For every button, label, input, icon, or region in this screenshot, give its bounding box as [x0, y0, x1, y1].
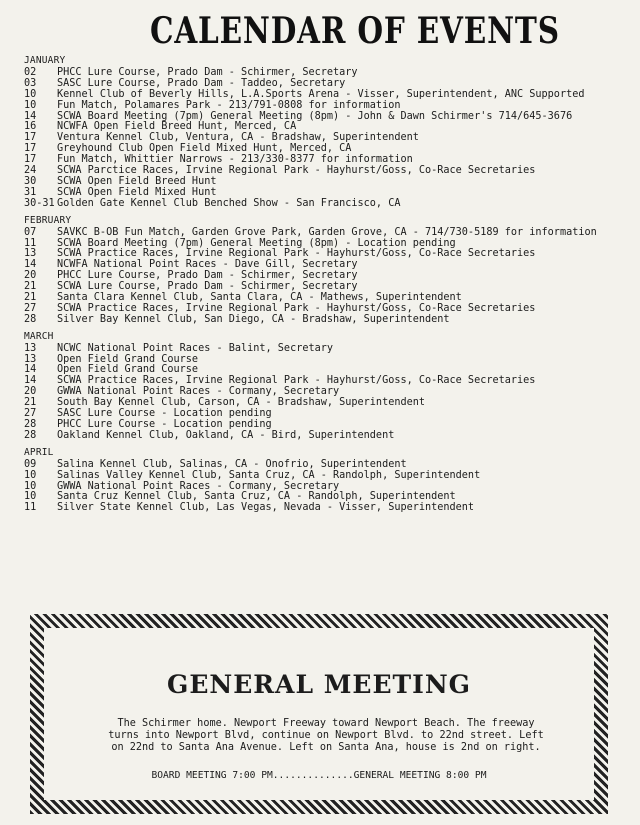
event-text: Salina Kennel Club, Salinas, CA - Onofrio, Superintendent: [57, 458, 407, 470]
event-date: 14: [24, 364, 37, 376]
month-heading: APRIL: [24, 446, 54, 458]
event-text: PHCC Lure Course, Prado Dam - Schirmer, Secretary: [57, 270, 358, 282]
event-text: Silver State Kennel Club, Las Vegas, Nevada - Visser, Superintendent: [57, 502, 475, 514]
event-text: Ventura Kennel Club, Ventura, CA - Bradshaw, Superintendent: [57, 132, 419, 144]
event-date: 11: [24, 502, 37, 514]
event-date: 10: [24, 491, 37, 503]
event-date: 17: [24, 132, 37, 144]
event-date: 14: [24, 375, 37, 387]
general-meeting-title: GENERAL MEETING: [166, 670, 472, 699]
event-text: SCWA Open Field Breed Hunt: [57, 175, 217, 187]
event-row: [24, 228, 624, 239]
event-date: 21: [24, 281, 37, 293]
event-text: Oakland Kennel Club, Oakland, CA - Bird, Superintendent: [57, 429, 395, 441]
event-date: 30-31: [24, 197, 55, 209]
event-row: [24, 471, 624, 482]
event-text: NCWC National Point Races - Balint, Secretary: [57, 342, 334, 354]
event-text: South Bay Kennel Club, Carson, CA - Bradshaw, Superintendent: [57, 397, 426, 409]
event-row: [24, 460, 624, 471]
event-date: 30: [24, 175, 37, 187]
event-text: SCWA Practice Races, Irvine Regional Park - Hayhurst/Goss, Co-Race Secretaries: [57, 375, 536, 387]
event-row: [24, 315, 624, 326]
event-date: 28: [24, 313, 37, 325]
event-date: 17: [24, 154, 37, 166]
event-text: Greyhound Club Open Field Mixed Hunt, Merced, CA: [57, 143, 352, 155]
event-text: GWWA National Point Races - Cormany, Secretary: [57, 386, 340, 398]
event-date: 13: [24, 342, 37, 354]
event-text: Salinas Valley Kennel Club, Santa Cruz, CA - Randolph, Superintendent: [57, 469, 481, 481]
general-meeting-panel: [44, 628, 594, 800]
event-text: SCWA Practice Races, Irvine Regional Park - Hayhurst/Goss, Co-Race Secretaries: [57, 302, 536, 314]
event-row: [24, 431, 624, 442]
event-text: PHCC Lure Course, Prado Dam - Schirmer, Secretary: [57, 66, 358, 78]
event-text: Open Field Grand Course: [57, 353, 199, 365]
event-text: Santa Cruz Kennel Club, Santa Cruz, CA - Randolph, Superintendent: [57, 491, 456, 503]
event-text: Silver Bay Kennel Club, San Diego, CA - Bradshaw, Superintendent: [57, 313, 450, 325]
event-text: SCWA Board Meeting (7pm) General Meeting (8pm) - Location pending: [57, 237, 456, 249]
event-date: 21: [24, 397, 37, 409]
event-date: 09: [24, 458, 37, 470]
event-text: Santa Clara Kennel Club, Santa Clara, CA - Mathews, Superintendent: [57, 292, 462, 304]
event-date: 16: [24, 121, 37, 133]
event-text: Fun Match, Whittier Narrows - 213/330-8377 for information: [57, 154, 413, 166]
event-text: SCWA Practice Races, Irvine Regional Park - Hayhurst/Goss, Co-Race Secretaries: [57, 248, 536, 260]
event-date: 13: [24, 353, 37, 365]
event-date: 11: [24, 237, 37, 249]
event-date: 10: [24, 480, 37, 492]
event-date: 03: [24, 77, 37, 89]
event-date: 28: [24, 429, 37, 441]
month-heading: MARCH: [24, 330, 54, 342]
event-text: SCWA Parctice Races, Irvine Regional Park - Hayhurst/Goss, Co-Race Secretaries: [57, 165, 536, 177]
event-row: [24, 90, 624, 101]
event-date: 27: [24, 302, 37, 314]
event-row: [24, 101, 624, 112]
event-text: SASC Lure Course, Prado Dam - Taddeo, Secretary: [57, 77, 346, 89]
general-meeting-box: [30, 614, 608, 814]
event-text: PHCC Lure Course - Location pending: [57, 419, 272, 430]
event-text: SCWA Open Field Mixed Hunt: [57, 186, 217, 198]
event-date: 14: [24, 110, 37, 122]
event-date: 14: [24, 259, 37, 271]
event-text: NCWFA National Point Races - Dave Gill, Secretary: [57, 259, 358, 271]
event-date: 07: [24, 226, 37, 238]
page-title: CALENDAR OF EVENTS: [150, 10, 560, 52]
event-text: SASC Lure Course - Location pending: [57, 408, 272, 420]
event-date: 20: [24, 386, 37, 398]
meeting-directions: The Schirmer home. Newport Freeway toward Newport Beach. The freeway turns into Newport Blvd, continue on Newport Blvd. to 22nd street. Left on 22nd to Santa Ana Avenue. Left on Santa Ana, house is 2nd on right.: [108, 718, 544, 753]
month-heading: FEBRUARY: [24, 214, 72, 226]
event-text: SCWA Board Meeting (7pm) General Meeting (8pm) - John & Dawn Schirmer's 714/645-3676: [57, 110, 573, 122]
event-text: SCWA Lure Course, Prado Dam - Schirmer, Secretary: [57, 281, 358, 293]
event-date: 31: [24, 186, 37, 198]
event-text: Open Field Grand Course: [57, 364, 199, 376]
event-date: 27: [24, 408, 37, 420]
event-date: 10: [24, 99, 37, 111]
meeting-times: BOARD MEETING 7:00 PM..............GENERAL MEETING 8:00 PM: [151, 770, 487, 781]
event-date: 24: [24, 165, 37, 177]
event-date: 17: [24, 143, 37, 155]
event-text: SAVKC B-OB Fun Match, Garden Grove Park, Garden Grove, CA - 714/730-5189 for information: [57, 226, 597, 238]
event-text: NCWFA Open Field Breed Hunt, Merced, CA: [57, 121, 297, 133]
event-row: [24, 503, 624, 514]
event-date: 21: [24, 292, 37, 304]
event-text: Kennel Club of Beverly Hills, L.A.Sports Arena - Visser, Superintendent, ANC Supported: [57, 88, 585, 100]
event-date: 10: [24, 469, 37, 481]
events-list: [24, 56, 624, 514]
event-row: [24, 199, 624, 210]
event-date: 13: [24, 248, 37, 260]
event-date: 10: [24, 88, 37, 100]
event-date: 02: [24, 66, 37, 78]
event-text: Golden Gate Kennel Club Benched Show - San Francisco, CA: [57, 197, 401, 209]
event-date: 28: [24, 419, 37, 430]
event-row: [24, 344, 624, 355]
event-text: GWWA National Point Races - Cormany, Secretary: [57, 480, 340, 492]
month-heading: JANUARY: [24, 55, 66, 66]
event-date: 20: [24, 270, 37, 282]
event-text: Fun Match, Polamares Park - 213/791-0808 for information: [57, 99, 401, 111]
